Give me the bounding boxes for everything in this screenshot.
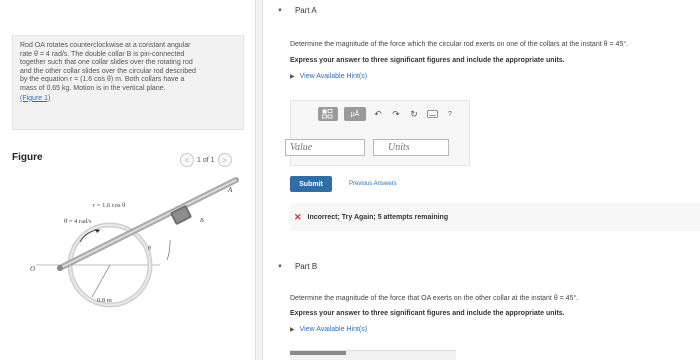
part-a-instructions: Express your answer to three significant figures and include the appropriate units. <box>290 57 565 64</box>
part-b-title: Part B <box>294 262 318 271</box>
part-a-header[interactable] <box>277 6 317 15</box>
mechanism-diagram <box>0 172 255 360</box>
part-a-question: Determine the magnitude of the force which the circular rod exerts on one of the collars at the instant θ = 45°. <box>290 41 629 48</box>
value-input[interactable] <box>285 139 365 156</box>
units-template-button[interactable]: μÅ <box>344 107 366 121</box>
feedback-banner <box>290 203 700 231</box>
collar-b <box>170 205 192 226</box>
part-b-header[interactable] <box>277 262 317 271</box>
redo-icon[interactable]: ↷ <box>392 108 400 119</box>
problem-line: by the equation r = (1.6 cos θ) m. Both collars have a <box>20 76 185 84</box>
part-a-hint-link[interactable] <box>290 73 367 80</box>
reset-icon[interactable]: ↻ <box>410 108 418 119</box>
angular-rate-label: θ̇ = 4 rad/s <box>64 218 92 225</box>
problem-line: and the other collar slides over the circular rod described <box>20 67 196 75</box>
part-a-title: Part A <box>294 6 317 15</box>
previous-answers-link[interactable]: Previous Answers <box>349 181 397 187</box>
submit-button[interactable]: Submit <box>290 176 332 192</box>
problem-statement <box>12 35 244 130</box>
column-divider[interactable] <box>255 0 263 360</box>
figure-page-count: 1 of 1 <box>197 156 215 164</box>
prev-figure-button[interactable]: < <box>180 153 194 167</box>
part-b-instructions: Express your answer to three significant figures and include the appropriate units. <box>290 310 565 317</box>
part-b-hint-link[interactable] <box>290 326 367 333</box>
part-b-answer-panel <box>290 350 456 360</box>
problem-line: mass of 0.65 kg. Motion is in the vertical plane. <box>20 84 166 92</box>
answer-panel <box>290 100 470 166</box>
part-b-toolbar-strip <box>290 351 346 355</box>
incorrect-icon: ✕ <box>294 211 302 222</box>
mechanism-figure <box>0 172 255 360</box>
feedback-text: Incorrect; Try Again; 5 attempts remaining <box>307 213 449 221</box>
figure-link[interactable]: (Figure 1) <box>20 94 51 102</box>
units-input[interactable] <box>373 139 449 156</box>
hint-label: View Available Hint(s) <box>299 326 368 333</box>
next-figure-button[interactable]: > <box>218 153 232 167</box>
template-icon[interactable] <box>318 107 338 121</box>
point-b-label: B <box>200 218 204 224</box>
problem-line: Rod OA rotates counterclockwise at a constant angular <box>20 42 191 49</box>
collapse-caret-icon: ▼ <box>277 263 283 270</box>
help-button[interactable]: ? <box>448 110 452 118</box>
figure-heading: Figure <box>12 152 43 163</box>
expand-triangle-icon: ▶ <box>290 74 295 80</box>
hint-label: View Available Hint(s) <box>299 73 368 80</box>
collapse-caret-icon: ▼ <box>277 7 283 14</box>
left-column <box>0 0 255 360</box>
right-column <box>263 0 700 360</box>
figure-pager <box>180 153 254 167</box>
radius-label: 0.8 m <box>97 297 112 304</box>
keyboard-glyph-icon <box>427 110 438 118</box>
origin-label: O <box>30 265 36 273</box>
undo-icon[interactable]: ↶ <box>374 108 382 119</box>
r-equation-label: r = 1.6 cos θ <box>93 202 126 209</box>
keyboard-icon[interactable] <box>426 107 438 121</box>
part-b-question: Determine the magnitude of the force that OA exerts on the other collar at the instant θ = 45°. <box>290 295 579 302</box>
theta-label: θ <box>148 246 151 252</box>
problem-line: together such that one collar slides over the rotating rod <box>20 59 193 67</box>
point-a-label: A <box>228 186 233 194</box>
math-toolbar <box>318 107 452 121</box>
expand-triangle-icon: ▶ <box>290 327 295 333</box>
template-glyph-icon <box>322 109 334 119</box>
problem-line: rate θ̇ = 4 rad/s. The double collar B is pin-connected <box>20 50 185 58</box>
